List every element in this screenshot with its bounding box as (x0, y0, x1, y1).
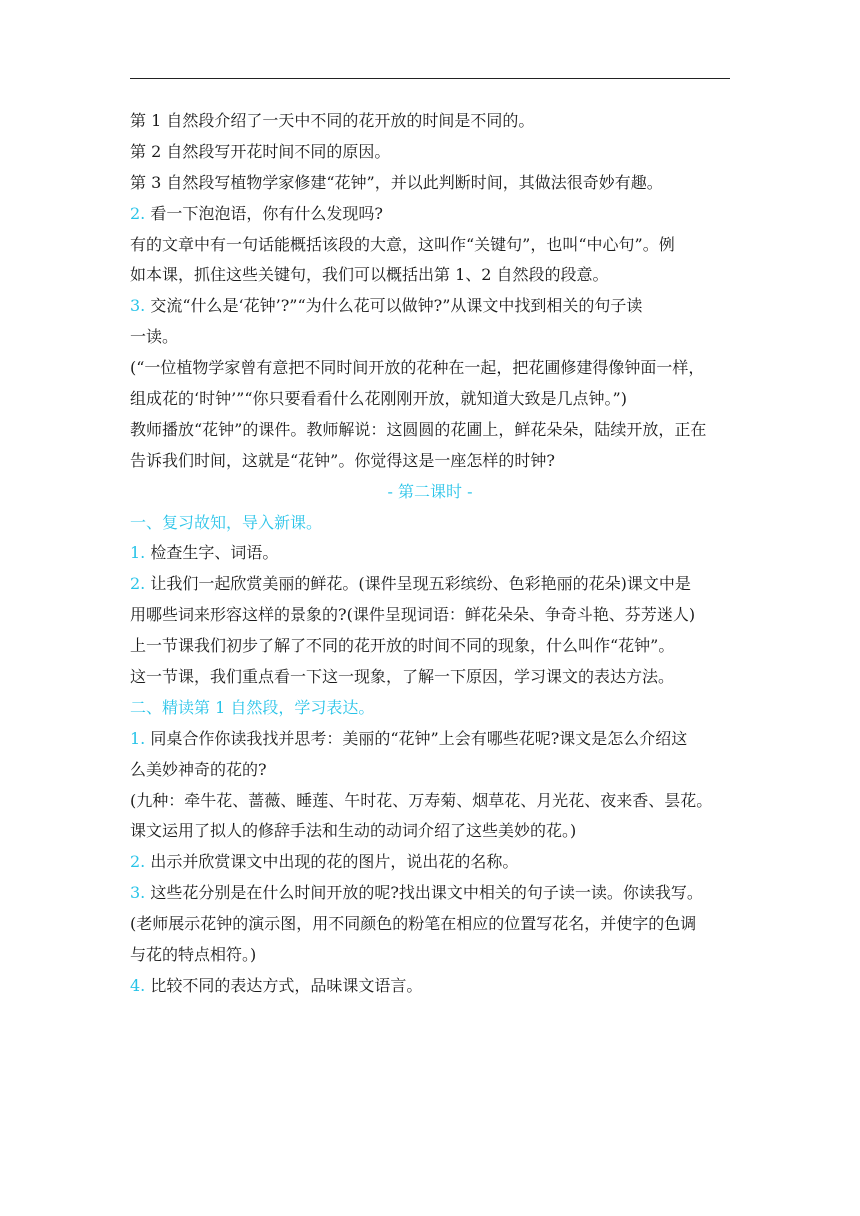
line-text: (“一位植物学家曾有意把不同时间开放的花种在一起，把花圃修建得像钟面一样， (130, 358, 705, 378)
line-text: 告诉我们时间，这就是“花钟”。你觉得这是一座怎样的时钟? (130, 450, 555, 470)
numbered-item (130, 847, 730, 878)
line-text: 教师播放“花钟”的课件。教师解说：这圆圆的花圃上，鲜花朵朵，陆续开放，正在 (130, 419, 707, 439)
paragraph-line (130, 260, 730, 291)
line-text: 用哪些词来形容这样的景象的?(课件呈现词语：鲜花朵朵、争奇斗艳、芬芳迷人) (130, 605, 696, 625)
paragraph-line (130, 230, 730, 261)
section-heading (130, 508, 730, 539)
paragraph-line (130, 415, 730, 446)
line-text: 这一节课，我们重点看一下这一现象，了解一下原因，学习课文的表达方法。 (130, 667, 675, 687)
item-number: 2. (130, 574, 146, 594)
item-number: 2. (130, 203, 146, 223)
numbered-item (130, 878, 730, 909)
line-text: 上一节课我们初步了解了不同的花开放的时间不同的现象，什么叫作“花钟”。 (130, 636, 675, 656)
section-title (130, 477, 730, 508)
paragraph-line (130, 137, 730, 168)
heading-text: 二、精读第 1 自然段，学习表达。 (130, 697, 375, 717)
header-rule (130, 78, 730, 79)
line-text: 么美妙神奇的花的? (130, 759, 267, 779)
paragraph-line (130, 446, 730, 477)
paragraph-line (130, 322, 730, 353)
line-text: 检查生字、词语。 (145, 543, 279, 563)
numbered-item (130, 724, 730, 755)
paragraph-line (130, 786, 730, 817)
heading-text: 一、复习故知，导入新课。 (130, 512, 323, 532)
line-text: 组成花的‘时钟’”“你只要看看什么花刚刚开放，就知道大致是几点钟。”) (130, 389, 627, 409)
line-text: (老师展示花钟的演示图，用不同颜色的粉笔在相应的位置写花名，并使字的色调 (130, 914, 697, 934)
item-number: 3. (130, 296, 146, 316)
line-text: 看一下泡泡语，你有什么发现吗? (145, 203, 383, 223)
line-text: 第 2 自然段写开花时间不同的原因。 (130, 141, 391, 161)
paragraph-line (130, 106, 730, 137)
numbered-item (130, 538, 730, 569)
item-number: 1. (130, 728, 146, 748)
item-number: 1. (130, 543, 146, 563)
lesson-plan-body (130, 106, 730, 1002)
line-text: 交流“什么是‘花钟’?”“为什么花可以做钟?”从课文中找到相关的句子读 (145, 296, 643, 316)
paragraph-line (130, 168, 730, 199)
numbered-item (130, 199, 730, 230)
line-text: 让我们一起欣赏美丽的鲜花。(课件呈现五彩缤纷、色彩艳丽的花朵)课文中是 (145, 574, 691, 594)
line-text: 同桌合作你读我找并思考：美丽的“花钟”上会有哪些花呢?课文是怎么介绍这 (145, 728, 688, 748)
line-text: 一读。 (130, 327, 179, 347)
heading-text: - 第二课时 - (387, 481, 473, 501)
paragraph-line (130, 755, 730, 786)
numbered-item (130, 569, 730, 600)
line-text: 课文运用了拟人的修辞手法和生动的动词介绍了这些美妙的花。) (130, 821, 577, 841)
section-heading (130, 693, 730, 724)
paragraph-line (130, 940, 730, 971)
line-text: 有的文章中有一句话能概括该段的大意，这叫作“关键句”，也叫“中心句”。例 (130, 234, 675, 254)
line-text: 比较不同的表达方式，品味课文语言。 (145, 975, 423, 995)
line-text: 出示并欣赏课文中出现的花的图片，说出花的名称。 (145, 852, 519, 872)
paragraph-line (130, 631, 730, 662)
paragraph-line (130, 353, 730, 384)
item-number: 4. (130, 975, 146, 995)
paragraph-line (130, 909, 730, 940)
paragraph-line (130, 600, 730, 631)
line-text: (九种：牵牛花、蔷薇、睡莲、午时花、万寿菊、烟草花、月光花、夜来香、昙花。 (130, 790, 713, 810)
numbered-item (130, 971, 730, 1002)
paragraph-line (130, 816, 730, 847)
line-text: 与花的特点相符。) (130, 945, 257, 965)
line-text: 第 1 自然段介绍了一天中不同的花开放的时间是不同的。 (130, 111, 535, 130)
line-text: 如本课，抓住这些关键句，我们可以概括出第 1、2 自然段的段意。 (130, 265, 609, 285)
line-text: 第 3 自然段写植物学家修建“花钟”，并以此判断时间，其做法很奇妙有趣。 (130, 172, 663, 192)
line-text: 这些花分别是在什么时间开放的呢?找出课文中相关的句子读一读。你读我写。 (145, 883, 703, 903)
numbered-item (130, 291, 730, 322)
item-number: 2. (130, 852, 146, 872)
paragraph-line (130, 384, 730, 415)
item-number: 3. (130, 883, 146, 903)
paragraph-line (130, 662, 730, 693)
